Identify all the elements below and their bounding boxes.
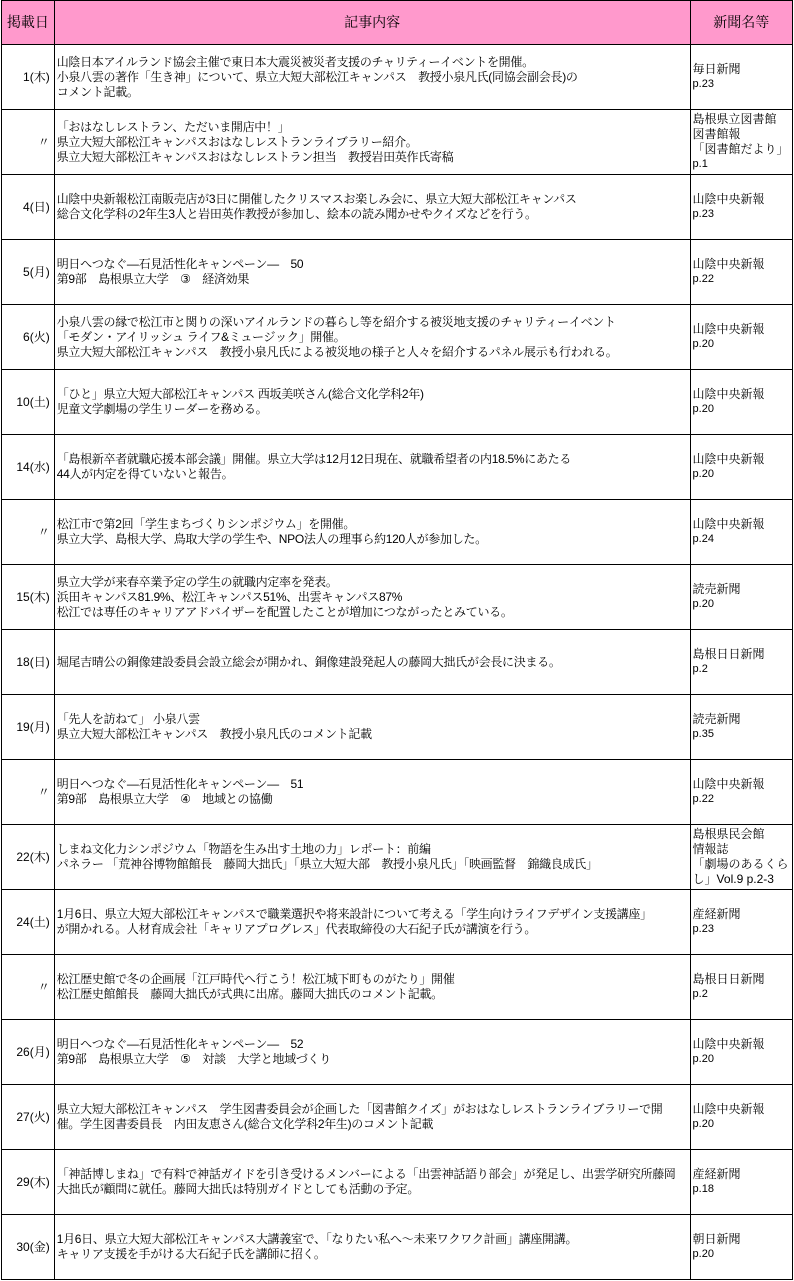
table-row bbox=[2, 825, 793, 890]
content-cell: 明日へつなぐ―石見活性化キャンペーン― 52 第9部 島根県立大学 ⑤ 対談 大学と地域づくり bbox=[54, 1020, 690, 1085]
page-number: p.20 bbox=[692, 338, 714, 350]
page-number: p.20 bbox=[692, 598, 714, 610]
newspaper-name: 朝日新聞 bbox=[692, 1232, 741, 1246]
content-cell: 小泉八雲の縁で松江市と関りの深いアイルランドの暮らし等を紹介する被災地支援のチャリティーイベント 「モダン・アイリッシュ ライフ&ミュージック」開催。 県立大短大部松江キャンパス 教授小泉凡氏による被災地の様子と人々を紹介するパネル展示も行われる。 bbox=[54, 305, 690, 370]
content-cell: 松江歴史館で冬の企画展「江戸時代へ行こう！松江城下町ものがたり」開催 松江歴史館館長 藤岡大拙氏が式典に出席。藤岡大拙氏のコメント記載。 bbox=[54, 955, 690, 1020]
date-cell: 6(火) bbox=[2, 305, 55, 370]
newspaper-name: 読売新聞 bbox=[692, 712, 741, 726]
newspaper-name: 山陰中央新報 bbox=[692, 1102, 765, 1116]
content-cell: 県立大学が来春卒業予定の学生の就職内定率を発表。 浜田キャンパス81.9%、松江キャンパス51%、出雲キャンパス87% 松江では専任のキャリアアドバイザーを配置したことが増加につながったとみている。 bbox=[54, 565, 690, 630]
content-cell: 「島根新卒者就職応援本部会議」開催。県立大学は12月12日現在、就職希望者の内18.5%にあたる 44人が内定を得ていないと報告。 bbox=[54, 435, 690, 500]
date-cell: 26(月) bbox=[2, 1020, 55, 1085]
page-number: p.20 bbox=[692, 1248, 714, 1260]
page-number: p.24 bbox=[692, 533, 714, 545]
date-cell: 30(金) bbox=[2, 1215, 55, 1280]
newspaper-cell bbox=[690, 500, 792, 565]
table-row bbox=[2, 630, 793, 695]
content-cell: 1月6日、県立大短大部松江キャンパスで職業選択や将来設計について考える「学生向けライフデザイン支援講座」 が開かれる。人材育成会社「キャリアプログレス」代表取締役の大石紀子氏が講演を行う。 bbox=[54, 890, 690, 955]
newspaper-name: 毎日新聞 bbox=[692, 62, 741, 76]
date-cell: 29(木) bbox=[2, 1150, 55, 1215]
newspaper-cell bbox=[690, 305, 792, 370]
date-cell: 14(水) bbox=[2, 435, 55, 500]
newspaper-name: 山陰中央新報 bbox=[692, 777, 765, 791]
page-number: p.20 bbox=[692, 1118, 714, 1130]
date-cell: 22(木) bbox=[2, 825, 55, 890]
newspaper-cell bbox=[690, 110, 792, 175]
page-number: p.20 bbox=[692, 403, 714, 415]
content-cell: 堀尾吉晴公の銅像建設委員会設立総会が開かれ、銅像建設発起人の藤岡大拙氏が会長に決まる。 bbox=[54, 630, 690, 695]
content-cell: 「先人を訪ねて」 小泉八雲 県立大短大部松江キャンパス 教授小泉凡氏のコメント記載 bbox=[54, 695, 690, 760]
content-cell: 「おはなしレストラン、ただいま開店中！」 県立大短大部松江キャンパスおはなしレストランライブラリー紹介。 県立大短大部松江キャンパスおはなしレストラン担当 教授岩田英作氏寄稿 bbox=[54, 110, 690, 175]
newspaper-name: 島根日日新聞 bbox=[692, 972, 765, 986]
date-cell: 18(日) bbox=[2, 630, 55, 695]
table-row bbox=[2, 1215, 793, 1280]
newspaper-cell bbox=[690, 825, 792, 890]
newspaper-cell bbox=[690, 1150, 792, 1215]
newspaper-cell bbox=[690, 45, 792, 110]
content-cell: 山陰中央新報松江南販売店が3日に開催したクリスマスお楽しみ会に、県立大短大部松江キャンパス 総合文化学科の2年生3人と岩田英作教授が参加し、絵本の読み聞かせやクイズなどを行う。 bbox=[54, 175, 690, 240]
newspaper-articles-table bbox=[1, 0, 793, 1280]
page-number: p.18 bbox=[692, 1183, 714, 1195]
table-row bbox=[2, 565, 793, 630]
newspaper-name: 島根県民会館 情報誌 「劇場のあるくらし」Vol.9 p.2-3 bbox=[692, 827, 789, 886]
date-cell: 5(月) bbox=[2, 240, 55, 305]
table-row bbox=[2, 1020, 793, 1085]
newspaper-cell bbox=[690, 630, 792, 695]
newspaper-cell bbox=[690, 370, 792, 435]
newspaper-name: 山陰中央新報 bbox=[692, 452, 765, 466]
date-cell: 19(月) bbox=[2, 695, 55, 760]
newspaper-name: 島根県立図書館 図書館報 「図書館だより」 bbox=[692, 112, 789, 156]
newspaper-name: 島根日日新聞 bbox=[692, 647, 765, 661]
date-cell: 10(土) bbox=[2, 370, 55, 435]
header-newspaper: 新聞名等 bbox=[690, 1, 792, 45]
date-cell: 4(日) bbox=[2, 175, 55, 240]
newspaper-cell bbox=[690, 240, 792, 305]
content-cell: 明日へつなぐ―石見活性化キャンペーン― 50 第9部 島根県立大学 ③ 経済効果 bbox=[54, 240, 690, 305]
header-row bbox=[2, 1, 793, 45]
table-row bbox=[2, 1085, 793, 1150]
header-content: 記事内容 bbox=[54, 1, 690, 45]
date-cell: 1(木) bbox=[2, 45, 55, 110]
page-number: p.35 bbox=[692, 728, 714, 740]
table-row bbox=[2, 370, 793, 435]
page-number: p.2 bbox=[692, 988, 708, 1000]
date-cell: 27(火) bbox=[2, 1085, 55, 1150]
date-cell: 〃 bbox=[2, 110, 55, 175]
page-number: p.20 bbox=[692, 468, 714, 480]
content-cell: 「神話博しまね」で有料で神話ガイドを引き受けるメンバーによる「出雲神話語り部会」が発足し、出雲学研究所藤岡 大拙氏が顧問に就任。藤岡大拙氏は特別ガイドとしても活動の予定。 bbox=[54, 1150, 690, 1215]
newspaper-cell bbox=[690, 890, 792, 955]
date-cell: 〃 bbox=[2, 500, 55, 565]
newspaper-cell bbox=[690, 435, 792, 500]
content-cell: 明日へつなぐ―石見活性化キャンペーン― 51 第9部 島根県立大学 ④ 地域との協働 bbox=[54, 760, 690, 825]
content-cell: しまね文化力シンポジウム「物語を生み出す土地の力」レポート：前編 パネラー 「荒神谷博物館館長 藤岡大拙氏」「県立大短大部 教授小泉凡氏」「映画監督 錦織良成氏」 bbox=[54, 825, 690, 890]
table-row bbox=[2, 760, 793, 825]
date-cell: 〃 bbox=[2, 760, 55, 825]
newspaper-cell bbox=[690, 1085, 792, 1150]
content-cell: 松江市で第2回「学生まちづくりシンポジウム」を開催。 県立大学、島根大学、鳥取大学の学生や、NPO法人の理事ら約120人が参加した。 bbox=[54, 500, 690, 565]
table-row bbox=[2, 500, 793, 565]
page-number: p.1 bbox=[692, 158, 708, 170]
newspaper-name: 山陰中央新報 bbox=[692, 387, 765, 401]
page-number: p.2 bbox=[692, 663, 708, 675]
table-row bbox=[2, 175, 793, 240]
table-row bbox=[2, 45, 793, 110]
newspaper-name: 読売新聞 bbox=[692, 582, 741, 596]
newspaper-name: 山陰中央新報 bbox=[692, 192, 765, 206]
newspaper-cell bbox=[690, 175, 792, 240]
content-cell: 「ひと」県立大短大部松江キャンパス 西坂美咲さん(総合文化学科2年) 児童文学劇場の学生リーダーを務める。 bbox=[54, 370, 690, 435]
date-cell: 15(木) bbox=[2, 565, 55, 630]
page-number: p.23 bbox=[692, 208, 714, 220]
newspaper-cell bbox=[690, 695, 792, 760]
page-number: p.22 bbox=[692, 793, 714, 805]
page-number: p.20 bbox=[692, 1053, 714, 1065]
content-cell: 県立大短大部松江キャンパス 学生図書委員会が企画した「図書館クイズ」がおはなしレストランライブラリーで開 催。学生図書委員長 内田友恵さん(総合文化学科2年生)のコメント記載 bbox=[54, 1085, 690, 1150]
date-cell: 〃 bbox=[2, 955, 55, 1020]
content-cell: 山陰日本アイルランド協会主催で東日本大震災被災者支援のチャリティーイベントを開催。 小泉八雲の著作「生き神」について、県立大短大部松江キャンパス 教授小泉凡氏(同協会副会長)の コメント記載。 bbox=[54, 45, 690, 110]
newspaper-cell bbox=[690, 565, 792, 630]
content-cell: 1月6日、県立大短大部松江キャンパス大講義室で、「なりたい私へ～未来ワクワク計画」講座開講。 キャリア支援を手がける大石紀子氏を講師に招く。 bbox=[54, 1215, 690, 1280]
table-row bbox=[2, 435, 793, 500]
table-row bbox=[2, 110, 793, 175]
newspaper-cell bbox=[690, 760, 792, 825]
page-number: p.22 bbox=[692, 273, 714, 285]
table-row bbox=[2, 890, 793, 955]
newspaper-name: 山陰中央新報 bbox=[692, 517, 765, 531]
newspaper-name: 産経新聞 bbox=[692, 1167, 741, 1181]
newspaper-cell bbox=[690, 1020, 792, 1085]
newspaper-name: 山陰中央新報 bbox=[692, 1037, 765, 1051]
page-number: p.23 bbox=[692, 78, 714, 90]
table-row bbox=[2, 305, 793, 370]
table-row bbox=[2, 1150, 793, 1215]
newspaper-name: 山陰中央新報 bbox=[692, 322, 765, 336]
newspaper-name: 山陰中央新報 bbox=[692, 257, 765, 271]
table-row bbox=[2, 955, 793, 1020]
header-date: 掲載日 bbox=[2, 1, 55, 45]
newspaper-cell bbox=[690, 955, 792, 1020]
table-row bbox=[2, 695, 793, 760]
newspaper-cell bbox=[690, 1215, 792, 1280]
page-number: p.23 bbox=[692, 923, 714, 935]
date-cell: 24(土) bbox=[2, 890, 55, 955]
table-row bbox=[2, 240, 793, 305]
newspaper-name: 産経新聞 bbox=[692, 907, 741, 921]
